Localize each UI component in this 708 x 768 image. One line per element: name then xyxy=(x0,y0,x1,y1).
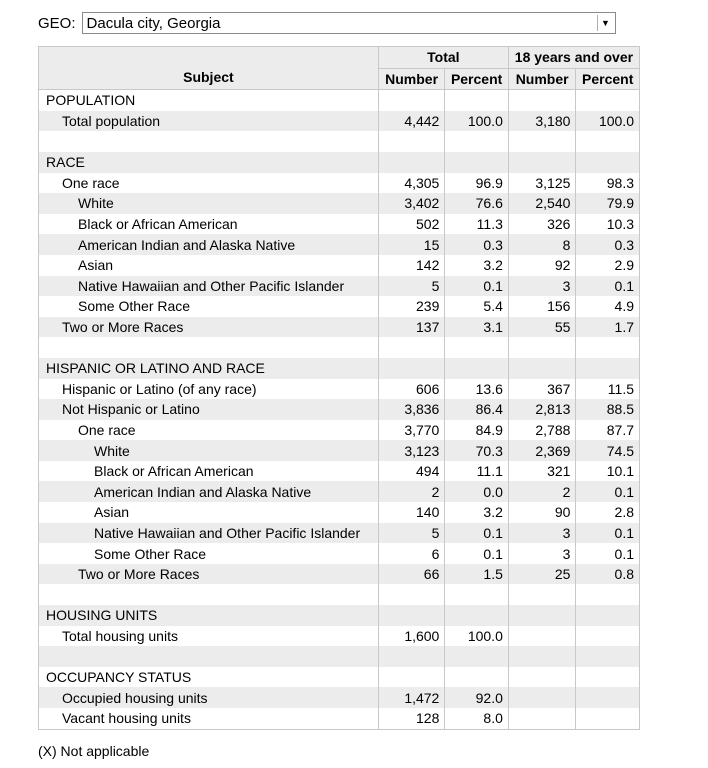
table-cell: 2,369 xyxy=(508,440,576,461)
table-cell: 11.1 xyxy=(445,461,509,482)
table-cell: 84.9 xyxy=(445,420,509,441)
table-row xyxy=(39,255,640,276)
row-label: Asian xyxy=(39,502,379,523)
table-cell xyxy=(508,131,576,152)
table-cell: 79.9 xyxy=(576,193,640,214)
table-cell: 326 xyxy=(508,214,576,235)
table-cell: 8 xyxy=(508,234,576,255)
table-cell: 6 xyxy=(378,543,445,564)
table-cell xyxy=(378,605,445,626)
row-label: POPULATION xyxy=(39,90,379,111)
row-label: Two or More Races xyxy=(39,564,379,585)
table-cell xyxy=(378,90,445,111)
table-cell xyxy=(576,337,640,358)
table-cell: 3,836 xyxy=(378,399,445,420)
table-cell xyxy=(576,131,640,152)
table-cell xyxy=(576,584,640,605)
row-label: Hispanic or Latino (of any race) xyxy=(39,379,379,400)
table-row xyxy=(39,440,640,461)
table-row xyxy=(39,481,640,502)
row-label: Some Other Race xyxy=(39,296,379,317)
table-cell: 142 xyxy=(378,255,445,276)
row-label: Not Hispanic or Latino xyxy=(39,399,379,420)
table-cell xyxy=(378,152,445,173)
table-cell xyxy=(576,708,640,729)
table-cell: 1,600 xyxy=(378,626,445,647)
table-row xyxy=(39,131,640,152)
table-cell: 92.0 xyxy=(445,687,509,708)
row-label: HISPANIC OR LATINO AND RACE xyxy=(39,358,379,379)
table-row xyxy=(39,564,640,585)
table-cell: 76.6 xyxy=(445,193,509,214)
table-cell: 2,813 xyxy=(508,399,576,420)
table-cell: 4,305 xyxy=(378,173,445,194)
table-cell: 321 xyxy=(508,461,576,482)
table-cell: 140 xyxy=(378,502,445,523)
table-cell: 100.0 xyxy=(445,111,509,132)
table-row xyxy=(39,543,640,564)
table-cell xyxy=(508,584,576,605)
row-label: Total housing units xyxy=(39,626,379,647)
table-cell: 66 xyxy=(378,564,445,585)
table-row xyxy=(39,461,640,482)
table-row xyxy=(39,173,640,194)
group-header-18-over: 18 years and over xyxy=(508,47,639,69)
table-row xyxy=(39,605,640,626)
table-cell xyxy=(508,626,576,647)
table-cell: 92 xyxy=(508,255,576,276)
table-cell: 5 xyxy=(378,276,445,297)
table-cell xyxy=(576,646,640,667)
table-cell: 2.8 xyxy=(576,502,640,523)
table-cell xyxy=(445,667,509,688)
table-cell xyxy=(508,646,576,667)
geo-label: GEO: xyxy=(38,14,76,32)
table-row xyxy=(39,317,640,338)
table-cell: 1.7 xyxy=(576,317,640,338)
table-cell xyxy=(576,605,640,626)
table-cell xyxy=(508,605,576,626)
table-cell: 0.1 xyxy=(445,543,509,564)
row-label: Black or African American xyxy=(39,461,379,482)
table-cell: 606 xyxy=(378,379,445,400)
row-label: Black or African American xyxy=(39,214,379,235)
table-cell xyxy=(508,152,576,173)
row-label: HOUSING UNITS xyxy=(39,605,379,626)
table-row xyxy=(39,399,640,420)
table-row xyxy=(39,502,640,523)
table-cell: 0.3 xyxy=(445,234,509,255)
geo-selected-value: Dacula city, Georgia xyxy=(86,14,221,32)
table-cell: 3 xyxy=(508,523,576,544)
table-cell xyxy=(508,358,576,379)
table-row xyxy=(39,90,640,111)
table-cell: 55 xyxy=(508,317,576,338)
row-label: Total population xyxy=(39,111,379,132)
table-cell: 239 xyxy=(378,296,445,317)
table-row xyxy=(39,276,640,297)
row-label xyxy=(39,646,379,667)
table-row xyxy=(39,523,640,544)
table-cell: 88.5 xyxy=(576,399,640,420)
table-cell xyxy=(378,337,445,358)
column-header-number: Number xyxy=(378,68,445,90)
table-cell xyxy=(508,337,576,358)
table-cell: 156 xyxy=(508,296,576,317)
table-row xyxy=(39,626,640,647)
table-cell: 11.3 xyxy=(445,214,509,235)
table-row xyxy=(39,193,640,214)
table-cell: 86.4 xyxy=(445,399,509,420)
table-row xyxy=(39,379,640,400)
table-cell xyxy=(576,687,640,708)
table-cell xyxy=(378,358,445,379)
table-cell xyxy=(445,605,509,626)
table-cell: 98.3 xyxy=(576,173,640,194)
table-cell: 1,472 xyxy=(378,687,445,708)
subject-header: Subject xyxy=(39,47,379,90)
table-cell: 5 xyxy=(378,523,445,544)
table-cell: 3,180 xyxy=(508,111,576,132)
table-cell: 0.1 xyxy=(445,276,509,297)
table-row xyxy=(39,337,640,358)
table-cell: 74.5 xyxy=(576,440,640,461)
row-label: One race xyxy=(39,420,379,441)
table-cell: 128 xyxy=(378,708,445,729)
table-cell: 2 xyxy=(508,481,576,502)
table-cell xyxy=(576,626,640,647)
table-cell: 137 xyxy=(378,317,445,338)
column-header-percent: Percent xyxy=(576,68,640,90)
table-cell: 0.1 xyxy=(445,523,509,544)
table-cell: 100.0 xyxy=(445,626,509,647)
table-cell: 2,540 xyxy=(508,193,576,214)
column-header-percent: Percent xyxy=(445,68,509,90)
group-header-total: Total xyxy=(378,47,508,69)
table-cell xyxy=(508,687,576,708)
table-row xyxy=(39,584,640,605)
table-cell: 0.1 xyxy=(576,276,640,297)
table-cell: 0.1 xyxy=(576,523,640,544)
table-cell xyxy=(576,152,640,173)
table-cell: 8.0 xyxy=(445,708,509,729)
table-cell: 0.1 xyxy=(576,481,640,502)
table-cell: 0.1 xyxy=(576,543,640,564)
table-cell: 100.0 xyxy=(576,111,640,132)
table-cell: 15 xyxy=(378,234,445,255)
row-label: Asian xyxy=(39,255,379,276)
table-cell: 3,402 xyxy=(378,193,445,214)
table-cell xyxy=(576,358,640,379)
table-cell: 90 xyxy=(508,502,576,523)
table-cell xyxy=(445,90,509,111)
table-cell: 4.9 xyxy=(576,296,640,317)
row-label: Native Hawaiian and Other Pacific Islander xyxy=(39,523,379,544)
table-cell: 3.2 xyxy=(445,502,509,523)
table-cell: 4,442 xyxy=(378,111,445,132)
row-label: American Indian and Alaska Native xyxy=(39,234,379,255)
table-cell xyxy=(445,152,509,173)
table-cell: 10.3 xyxy=(576,214,640,235)
table-cell: 3,125 xyxy=(508,173,576,194)
table-row xyxy=(39,214,640,235)
table-cell: 494 xyxy=(378,461,445,482)
table-row xyxy=(39,111,640,132)
table-cell: 0.0 xyxy=(445,481,509,502)
row-label: Occupied housing units xyxy=(39,687,379,708)
table-cell: 2,788 xyxy=(508,420,576,441)
table-cell xyxy=(508,667,576,688)
footnote: (X) Not applicable xyxy=(38,743,150,759)
table-cell: 3,770 xyxy=(378,420,445,441)
table-cell: 87.7 xyxy=(576,420,640,441)
table-cell: 3.1 xyxy=(445,317,509,338)
row-label: White xyxy=(39,440,379,461)
table-cell xyxy=(378,646,445,667)
row-label: Native Hawaiian and Other Pacific Islander xyxy=(39,276,379,297)
table-cell xyxy=(445,584,509,605)
table-cell xyxy=(445,131,509,152)
table-cell: 3,123 xyxy=(378,440,445,461)
row-label xyxy=(39,584,379,605)
table-cell: 13.6 xyxy=(445,379,509,400)
table-cell: 11.5 xyxy=(576,379,640,400)
row-label xyxy=(39,131,379,152)
column-header-number: Number xyxy=(508,68,576,90)
table-cell xyxy=(378,131,445,152)
table-cell xyxy=(445,358,509,379)
table-cell: 0.8 xyxy=(576,564,640,585)
row-label: OCCUPANCY STATUS xyxy=(39,667,379,688)
table-cell xyxy=(378,667,445,688)
chevron-down-icon[interactable]: ▼ xyxy=(597,15,614,31)
row-label xyxy=(39,337,379,358)
table-cell: 0.3 xyxy=(576,234,640,255)
table-row xyxy=(39,358,640,379)
table-cell: 5.4 xyxy=(445,296,509,317)
table-cell: 367 xyxy=(508,379,576,400)
table-row xyxy=(39,667,640,688)
geo-dropdown[interactable] xyxy=(82,12,616,34)
table-cell: 3 xyxy=(508,276,576,297)
census-table xyxy=(38,46,640,730)
table-cell xyxy=(445,337,509,358)
table-cell: 1.5 xyxy=(445,564,509,585)
table-cell: 10.1 xyxy=(576,461,640,482)
row-label: Some Other Race xyxy=(39,543,379,564)
table-cell: 96.9 xyxy=(445,173,509,194)
table-cell xyxy=(576,90,640,111)
table-cell xyxy=(378,584,445,605)
table-row xyxy=(39,687,640,708)
table-row xyxy=(39,152,640,173)
table-cell: 2.9 xyxy=(576,255,640,276)
row-label: American Indian and Alaska Native xyxy=(39,481,379,502)
row-label: RACE xyxy=(39,152,379,173)
table-row xyxy=(39,296,640,317)
table-row xyxy=(39,708,640,729)
table-cell xyxy=(508,708,576,729)
table-cell: 25 xyxy=(508,564,576,585)
table-row xyxy=(39,234,640,255)
row-label: White xyxy=(39,193,379,214)
row-label: One race xyxy=(39,173,379,194)
geo-selector xyxy=(38,10,616,36)
table-cell: 2 xyxy=(378,481,445,502)
row-label: Vacant housing units xyxy=(39,708,379,729)
row-label: Two or More Races xyxy=(39,317,379,338)
table-row xyxy=(39,420,640,441)
table-cell xyxy=(445,646,509,667)
table-cell xyxy=(576,667,640,688)
table-cell: 3.2 xyxy=(445,255,509,276)
table-cell xyxy=(508,90,576,111)
table-row xyxy=(39,646,640,667)
table-cell: 3 xyxy=(508,543,576,564)
table-cell: 502 xyxy=(378,214,445,235)
table-cell: 70.3 xyxy=(445,440,509,461)
